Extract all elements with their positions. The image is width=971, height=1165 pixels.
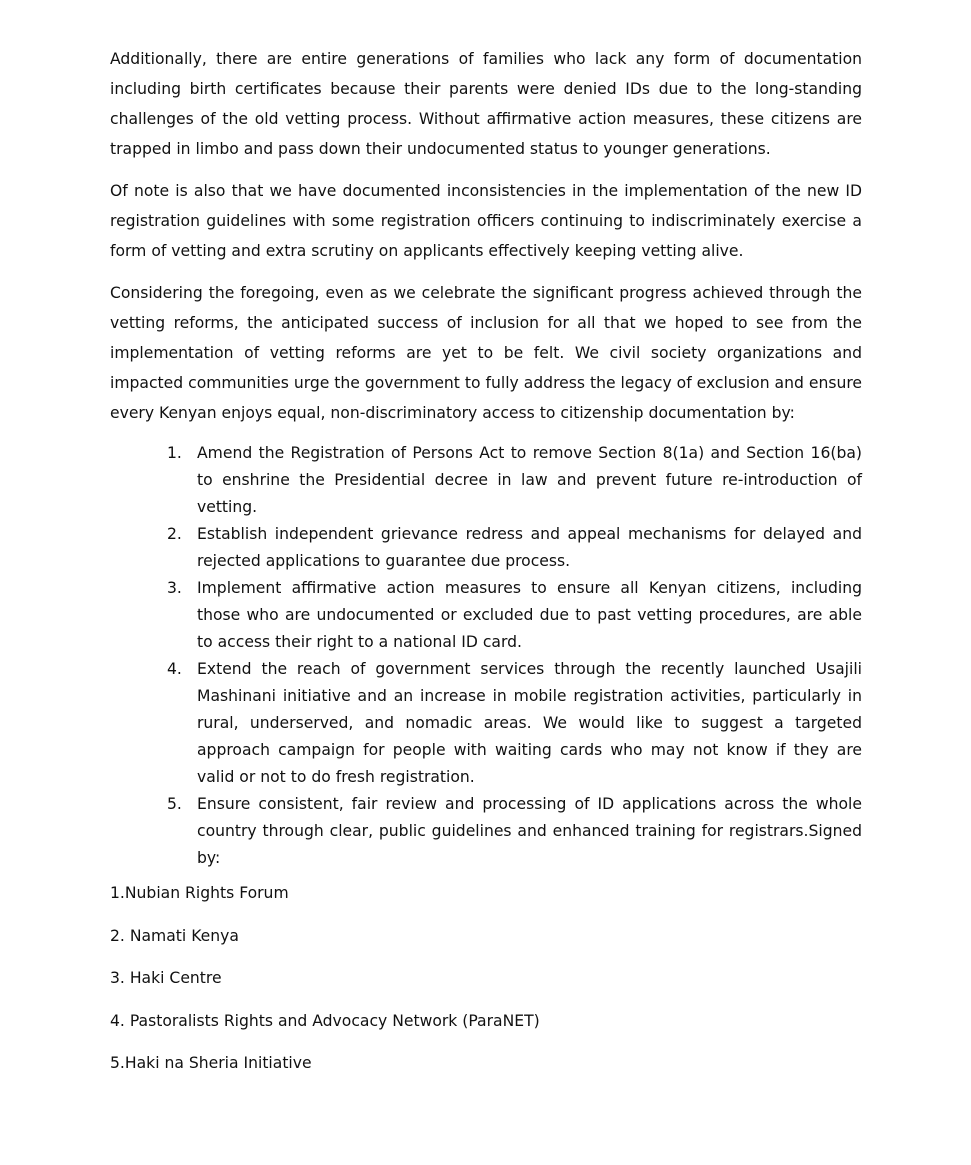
demand-text: Implement affirmative action measures to ensure all Kenyan citizens, including those who are undocumented or excluded due to past vetting procedures, are able to access their right to a national ID card. [197, 579, 862, 651]
demand-text: Establish independent grievance redress and appeal mechanisms for delayed and rejected applications to guarantee due process. [197, 525, 862, 570]
paragraph-undocumented-generations: Additionally, there are entire generations of families who lack any form of documentation including birth certificates because their parents were denied IDs due to the long-standing challenges of the old vetting process. Without affirmative action measures, these citizens are trapped in limbo and pass down their undocumented status to younger generations. [110, 50, 862, 158]
signatory-item: 1.Nubian Rights Forum [110, 884, 289, 902]
demand-number: 1. [167, 444, 182, 462]
paragraph-call-to-action: Considering the foregoing, even as we celebrate the significant progress achieved through the vetting reforms, the anticipated success of inclusion for all that we hoped to see from the implementation of vetting reforms are yet to be felt. We civil society organizations and impacted communities urge the government to fully address the legacy of exclusion and ensure every Kenyan enjoys equal, non-discriminatory access to citizenship documentation by: [110, 284, 862, 422]
signatory-item: 4. Pastoralists Rights and Advocacy Network (ParaNET) [110, 1011, 540, 1030]
demand-text: Ensure consistent, fair review and processing of ID applications across the whole country through clear, public guidelines and enhanced training for registrars.Signed by: [197, 795, 862, 867]
demand-number: 4. [167, 660, 182, 678]
demands-list [110, 440, 862, 872]
demand-number: 3. [167, 579, 182, 597]
signatories-list [110, 878, 862, 1078]
document-body [110, 44, 862, 1091]
demand-text: Amend the Registration of Persons Act to remove Section 8(1a) and Section 16(ba) to enshrine the Presidential decree in law and prevent future re-introduction of vetting. [197, 444, 862, 516]
demand-text: Extend the reach of government services through the recently launched Usajili Mashinani initiative and an increase in mobile registration activities, particularly in rural, underserved, and nomadic areas. We would like to suggest a targeted approach campaign for people with waiting cards who may not know if they are valid or not to do fresh registration. [197, 660, 862, 786]
demand-item [110, 521, 862, 575]
signatory-item: 2. Namati Kenya [110, 926, 239, 945]
demand-item [110, 791, 862, 872]
demand-item [110, 656, 862, 791]
paragraph-registration-inconsistencies: Of note is also that we have documented inconsistencies in the implementation of the new ID registration guidelines with some registration officers continuing to indiscriminately exercise a form of vetting and extra scrutiny on applicants effectively keeping vetting alive. [110, 182, 862, 260]
signatory-item: 5.Haki na Sheria Initiative [110, 1054, 312, 1072]
demand-number: 5. [167, 795, 182, 813]
demand-item [110, 575, 862, 656]
demand-item [110, 440, 862, 521]
signatory-item: 3. Haki Centre [110, 969, 222, 987]
demand-number: 2. [167, 525, 182, 543]
